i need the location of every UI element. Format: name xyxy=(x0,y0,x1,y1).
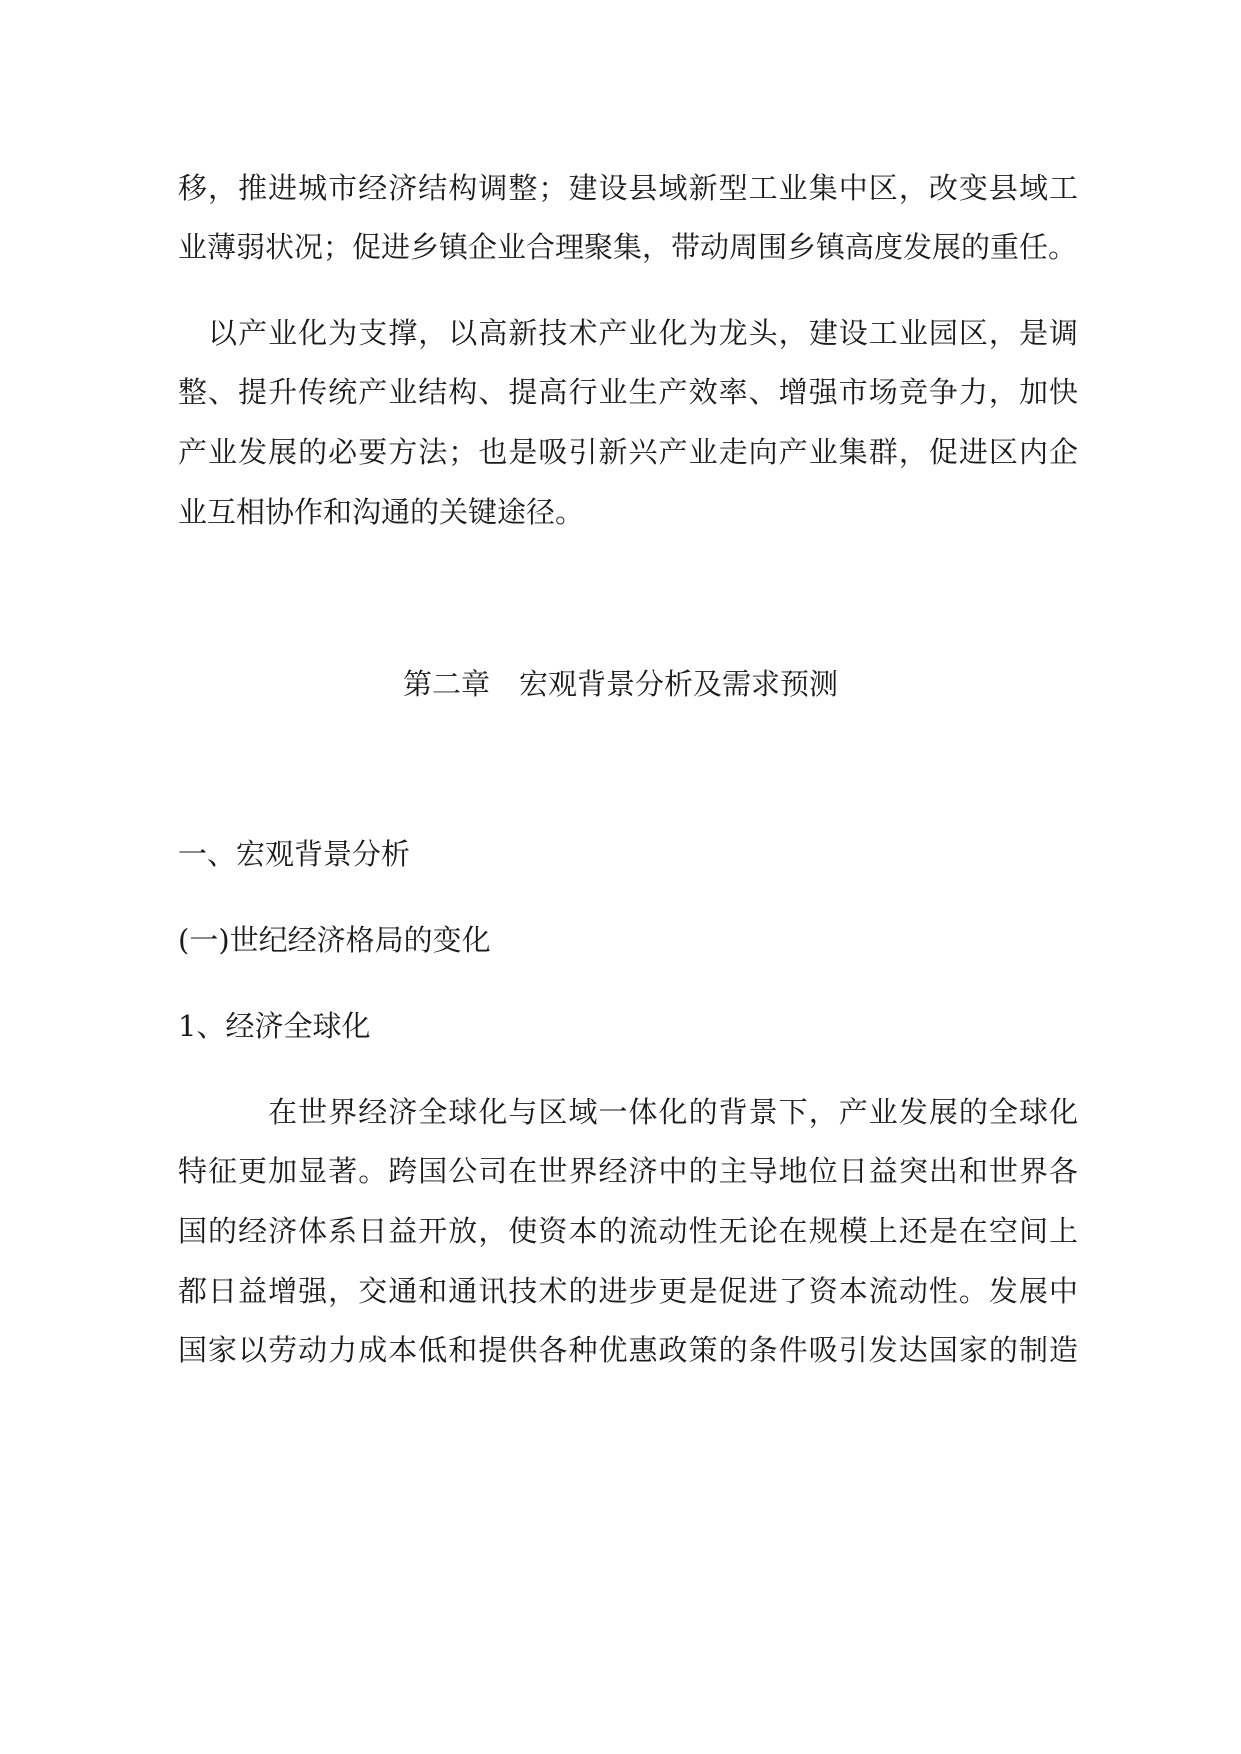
chapter-title: 第二章 宏观背景分析及需求预测 xyxy=(402,667,838,701)
section-heading: 一、宏观背景分析 xyxy=(178,837,411,871)
paragraph-line: 业薄弱状况；促进乡镇企业合理聚集，带动周围乡镇高度发展的重任。 xyxy=(178,230,1078,264)
paragraph-line: 特征更加显著。跨国公司在世界经济中的主导地位日益突出和世界各 xyxy=(178,1154,1078,1188)
paragraph-line: 国家以劳动力成本低和提供各种优惠政策的条件吸引发达国家的制造 xyxy=(178,1333,1078,1367)
paragraph-line: 业互相协作和沟通的关键途径。 xyxy=(178,495,585,529)
paragraph-line: 产业发展的必要方法；也是吸引新兴产业走向产业集群，促进区内企 xyxy=(178,435,1078,469)
paragraph-line: 国的经济体系日益开放，使资本的流动性无论在规模上还是在空间上 xyxy=(178,1214,1078,1248)
subsection-heading: (一)世纪经济格局的变化 xyxy=(178,923,491,957)
paragraph-line: 都日益增强，交通和通讯技术的进步更是促进了资本流动性。发展中 xyxy=(178,1274,1078,1308)
item-heading: 1、经济全球化 xyxy=(178,1009,371,1043)
paragraph-line: 在世界经济全球化与区域一体化的背景下，产业发展的全球化 xyxy=(178,1095,1078,1129)
paragraph-line: 整、提升传统产业结构、提高行业生产效率、增强市场竞争力，加快 xyxy=(178,375,1078,409)
paragraph-line: 以产业化为支撑，以高新技术产业化为龙头，建设工业园区，是调 xyxy=(178,316,1078,350)
paragraph-line: 移，推进城市经济结构调整；建设县域新型工业集中区，改变县域工 xyxy=(178,171,1078,205)
